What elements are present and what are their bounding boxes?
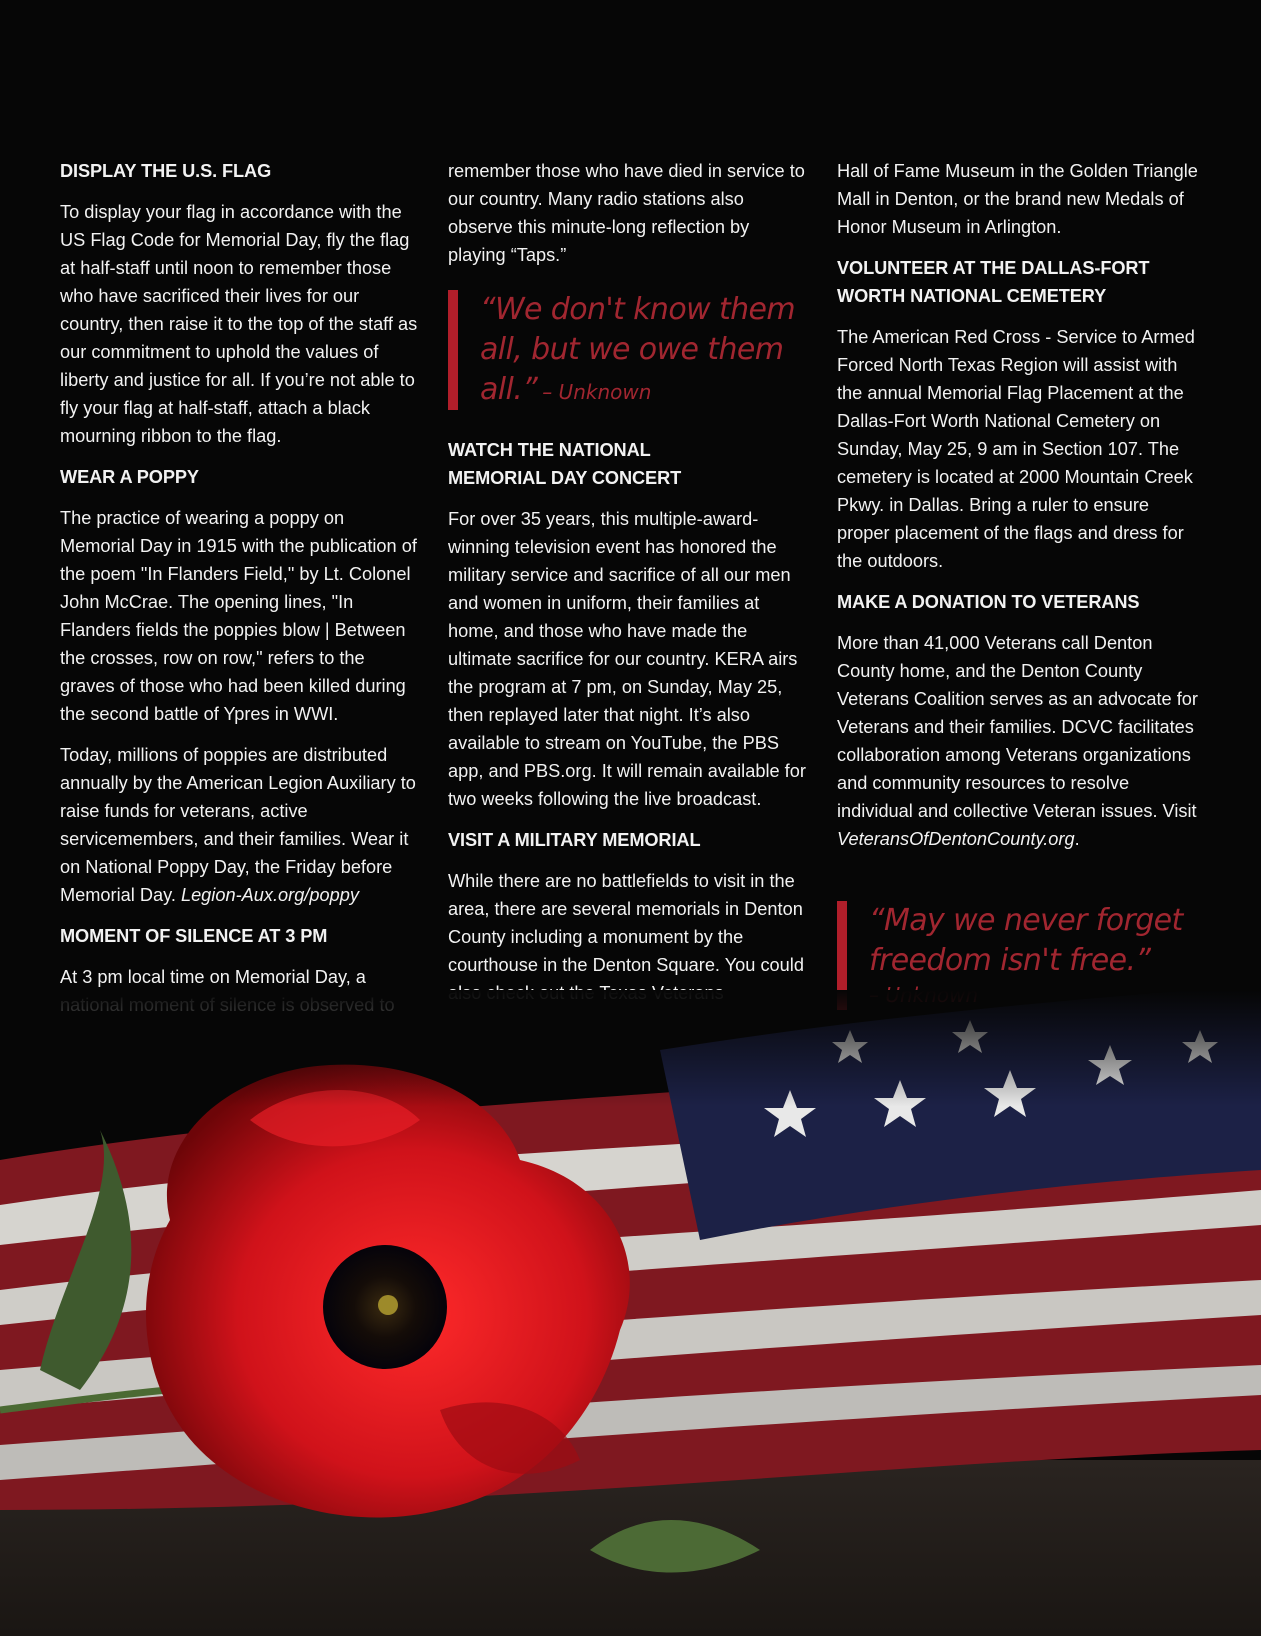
pull-quote-1-text: “We don't know them all, but we owe them all.” <box>480 292 796 407</box>
column-3 <box>837 157 1199 1036</box>
pull-quote-2-text: “May we never forget freedom isn't free.” <box>869 903 1183 978</box>
paragraph-volunteer-cemetery: The American Red Cross - Service to Armed Forced North Texas Region will assist with the annual Memorial Flag Placement at the Dallas-Fort Worth National Cemetery on Sunday, May 25, 9 am in Section 107. The cemetery is located at 2000 Mountain Creek Pkwy. in Dallas. Bring a ruler to ensure proper placement of the flags and dress for the outdoors. <box>837 327 1195 571</box>
paragraph-concert: For over 35 years, this multiple-award-winning television event has honored the military service and sacrifice of all our men and women in uniform, their families at home, and those who have made the ultimate sacrifice for our country. KERA airs the program at 7 pm, on Sunday, May 25, then replayed later that night. It’s also available to stream on YouTube, the PBS app, and PBS.org. It will remain available for two weeks following the live broadcast. <box>448 509 806 809</box>
pull-quote-1 <box>448 290 810 410</box>
flag-and-poppy-illustration <box>0 990 1261 1636</box>
heading-wear-poppy: WEAR A POPPY <box>60 467 199 487</box>
paragraph-display-flag: To display your flag in accordance with the US Flag Code for Memorial Day, fly the flag at half-staff until noon to remember those who have sacrificed their lives for our country, then raise it to the top of the staff as our commitment to uphold the values of liberty and justice for all. If you’re not able to fly your flag at half-staff, attach a black mourning ribbon to the flag. <box>60 202 418 446</box>
donation-text: More than 41,000 Veterans call Denton County home, and the Denton County Veterans Coalition serves as an advocate for Veterans and their families. DCVC facilitates collaboration among Veterans organizations and community resources to resolve individual and collective Veteran issues. Visit <box>837 633 1198 821</box>
paragraph-moment-silence-cont: remember those who have died in service to our country. Many radio stations also observe this minute-long reflection by playing “Taps.” <box>448 161 805 265</box>
donation-period: . <box>1074 829 1080 849</box>
heading-moment-silence: MOMENT OF SILENCE AT 3 PM <box>60 926 328 946</box>
heading-concert-line2: MEMORIAL DAY CONCERT <box>448 468 682 488</box>
paragraph-poppy-today <box>60 741 422 909</box>
pull-quote-1-attribution: – Unknown <box>542 380 652 404</box>
heading-concert <box>448 436 810 492</box>
paragraph-moment-silence: At 3 pm local time on Memorial Day, a <box>60 967 366 987</box>
column-1 <box>60 157 422 1032</box>
paragraph-donation <box>837 629 1199 853</box>
heading-display-flag: DISPLAY THE U.S. FLAG <box>60 161 272 181</box>
heading-volunteer-line1: VOLUNTEER AT THE DALLAS-FORT <box>837 258 1150 278</box>
paragraph-military-memorial-cont: Hall of Fame Museum in the Golden Triangle Mall in Denton, or the brand new Medals of Honor Museum in Arlington. <box>837 161 1198 237</box>
paragraph-poppy-history: The practice of wearing a poppy on Memorial Day in 1915 with the publication of the poem "In Flanders Field," by Lt. Colonel John McCrae. The opening lines, "In Flanders fields the poppies blow | Between the crosses, row on row," refers to the graves of those who had been killed during the second battle of Ypres in WWI. <box>60 508 417 724</box>
heading-volunteer-cemetery <box>837 254 1199 310</box>
column-2 <box>448 157 810 1020</box>
paragraph-military-memorial: While there are no battlefields to visit in the area, there are several memorials in Denton County including a monument by the courthouse in the Denton Square. You could <box>448 871 804 975</box>
heading-donation: MAKE A DONATION TO VETERANS <box>837 592 1140 612</box>
heading-military-memorial: VISIT A MILITARY MEMORIAL <box>448 830 701 850</box>
heading-volunteer-line2: WORTH NATIONAL CEMETERY <box>837 286 1107 306</box>
heading-concert-line1: WATCH THE NATIONAL <box>448 440 651 460</box>
veterans-denton-link[interactable]: VeteransOfDentonCounty.org <box>837 829 1075 849</box>
legion-aux-link[interactable]: Legion-Aux.org/poppy <box>180 885 359 905</box>
poppy-today-text: Today, millions of poppies are distributed annually by the American Legion Auxiliary to raise funds for veterans, active servicemembers, and their families. Wear it on National Poppy Day, the Friday before Memorial Day. <box>60 745 416 905</box>
